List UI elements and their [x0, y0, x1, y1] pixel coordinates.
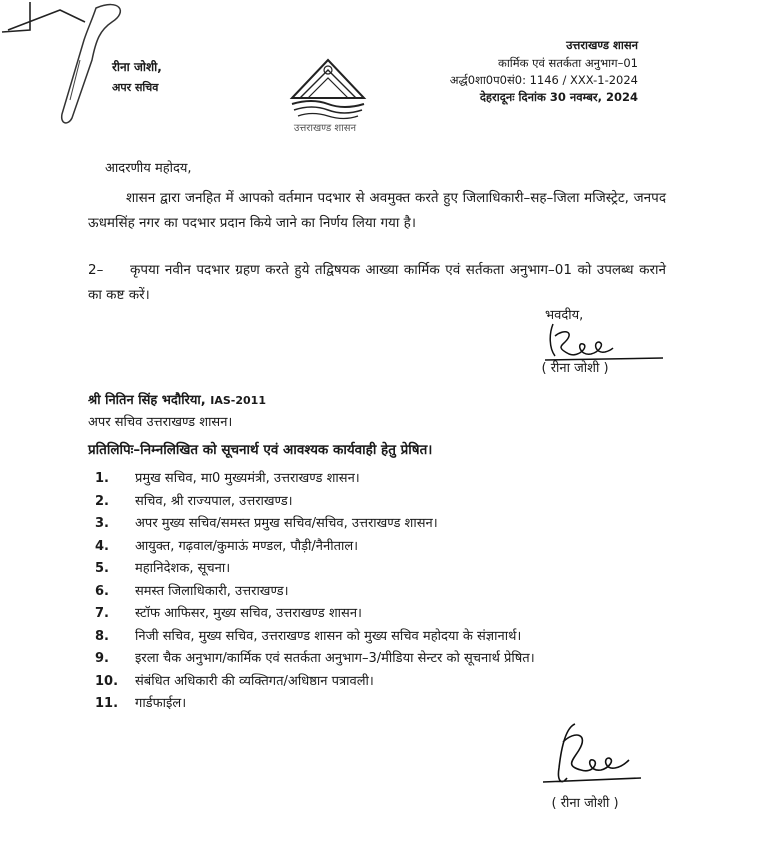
header-place-date: देहरादूनः दिनांक 30 नवम्बर, 2024 [479, 90, 638, 104]
signatory-name: ( रीना जोशी ) [551, 796, 619, 811]
header-reference-number: अर्द्ध0शा0प0सं0: 1146 / XXX-1-2024 [449, 73, 638, 87]
list-item: 6. समस्त जिलाधिकारी, उत्तराखण्ड। [95, 583, 289, 599]
list-item: 4. आयुक्त, गढ़वाल/कुमाऊं मण्डल, पौड़ी/नैनीताल। [95, 538, 359, 554]
header-department: कार्मिक एवं सतर्कता अनुभाग–01 [497, 56, 638, 70]
sender-name: रीना जोशी, [112, 60, 162, 74]
list-item: 11. गार्डफाईल। [95, 696, 187, 711]
signature-icon [535, 720, 645, 798]
signatory-name: ( रीना जोशी ) [541, 361, 609, 376]
salutation: आदरणीय महोदय, [105, 161, 192, 176]
list-item: 5. महानिदेशक, सूचना। [95, 561, 231, 576]
body-paragraph-1: शासन द्वारा जनहित में आपको वर्तमान पदभार से अवमुक्त करते हुए जिलाधिकारी–सह–जिला मजिस्ट्रेट, जनपद ऊधमसिंह नगर का पदभार प्रदान किये जाने का निर्णय लिया गया है। [88, 190, 666, 231]
paragraph-2-text: कृपया नवीन पदभार ग्रहण करते हुये तद्विषयक आख्या कार्मिक एवं सर्तकता अनुभाग–01 को उपलब्ध कराने का कष्ट करें। [88, 262, 666, 303]
closing: भवदीय, [545, 308, 584, 323]
list-item: 3. अपर मुख्य सचिव/समस्त प्रमुख सचिव/सचिव, उत्तराखण्ड शासन। [95, 516, 438, 531]
list-item: 1. प्रमुख सचिव, मा0 मुख्यमंत्री, उत्तराखण्ड शासन। [95, 471, 360, 486]
list-item: 10. संबंधित अधिकारी की व्यक्तिगत/अधिष्ठान पत्रावली। [95, 673, 374, 689]
sender-designation: अपर सचिव [112, 81, 159, 94]
addressee-designation: अपर सचिव उत्तराखण्ड शासन। [88, 415, 233, 430]
list-item: 8. निजी सचिव, मुख्य सचिव, उत्तराखण्ड शासन को मुख्य सचिव महोदया के संज्ञानार्थ। [95, 628, 522, 644]
copy-to-list [95, 468, 665, 716]
body-paragraph-2 [88, 258, 666, 308]
addressee-name-text: श्री नितिन सिंह भदौरिया, [88, 393, 206, 408]
logo-caption: उत्तराखण्ड शासन [293, 123, 357, 134]
header-govt: उत्तराखण्ड शासन [566, 38, 638, 52]
list-item: 7. स्टॉफ आफिसर, मुख्य सचिव, उत्तराखण्ड शासन। [95, 606, 362, 621]
copy-to-heading: प्रतिलिपिः–निम्नलिखित को सूचनार्थ एवं आवश्यक कार्यवाही हेतु प्रेषित। [88, 442, 433, 458]
paragraph-number: 2– [88, 262, 104, 278]
list-item: 9. इरला चैक अनुभाग/कार्मिक एवं सतर्कता अनुभाग–3/मीडिया सेन्टर को सूचनार्थ प्रेषित। [95, 651, 535, 666]
service-tag: IAS-2011 [210, 394, 266, 407]
addressee-name [88, 390, 266, 408]
list-item: 2. सचिव, श्री राज्यपाल, उत्तराखण्ड। [95, 493, 293, 509]
